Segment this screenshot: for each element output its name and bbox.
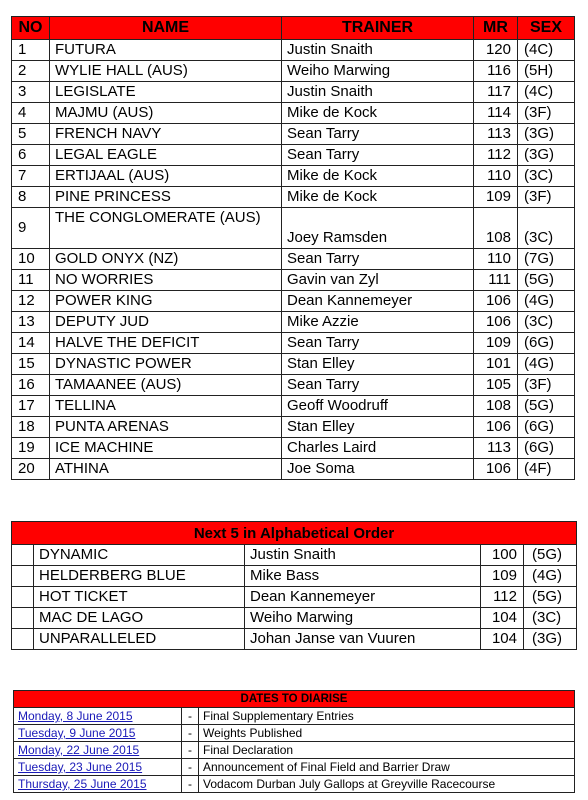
row-mr: 113 xyxy=(474,124,518,145)
row-trainer: Mike de Kock xyxy=(282,187,474,208)
date-link[interactable]: Tuesday, 9 June 2015 xyxy=(18,726,136,740)
table-row xyxy=(12,82,575,103)
date-event: Announcement of Final Field and Barrier Draw xyxy=(199,759,575,776)
header-trainer: TRAINER xyxy=(282,17,474,40)
row-sex: (6G) xyxy=(518,417,575,438)
table-row xyxy=(12,545,577,566)
row-no: 8 xyxy=(12,187,50,208)
row-no: 13 xyxy=(12,312,50,333)
row-mr: 117 xyxy=(474,82,518,103)
row-trainer: Geoff Woodruff xyxy=(282,396,474,417)
next-five-table xyxy=(11,521,577,650)
row-sex: (3C) xyxy=(524,608,577,629)
date-cell xyxy=(14,776,182,793)
field-table-header xyxy=(12,17,575,40)
row-trainer: Sean Tarry xyxy=(282,375,474,396)
table-row xyxy=(14,759,575,776)
row-no: 14 xyxy=(12,333,50,354)
date-event: Final Supplementary Entries xyxy=(199,708,575,725)
row-no: 19 xyxy=(12,438,50,459)
row-trainer: Justin Snaith xyxy=(245,545,481,566)
date-event: Final Declaration xyxy=(199,742,575,759)
date-link[interactable]: Monday, 22 June 2015 xyxy=(18,743,140,757)
row-trainer: Sean Tarry xyxy=(282,124,474,145)
row-horse-name: PUNTA ARENAS xyxy=(50,417,282,438)
row-sex: (3G) xyxy=(524,629,577,650)
row-horse-name: FUTURA xyxy=(50,40,282,61)
row-trainer: Mike de Kock xyxy=(282,103,474,124)
row-mr: 109 xyxy=(474,187,518,208)
table-row xyxy=(12,187,575,208)
row-sex: (5G) xyxy=(524,545,577,566)
row-horse-name: GOLD ONYX (NZ) xyxy=(50,249,282,270)
row-mr: 100 xyxy=(481,545,524,566)
row-mr: 111 xyxy=(474,270,518,291)
table-row xyxy=(12,566,577,587)
row-blank xyxy=(12,587,34,608)
row-mr: 113 xyxy=(474,438,518,459)
row-trainer: Mike de Kock xyxy=(282,166,474,187)
header-name: NAME xyxy=(50,17,282,40)
table-row xyxy=(12,375,575,396)
row-horse-name: FRENCH NAVY xyxy=(50,124,282,145)
row-mr: 108 xyxy=(474,208,518,249)
row-horse-name: DYNAMIC xyxy=(34,545,245,566)
row-sex: (3F) xyxy=(518,103,575,124)
row-horse-name: HALVE THE DEFICIT xyxy=(50,333,282,354)
row-mr: 106 xyxy=(474,459,518,480)
table-row xyxy=(14,708,575,725)
table-row xyxy=(12,103,575,124)
date-separator: - xyxy=(182,742,199,759)
row-no: 15 xyxy=(12,354,50,375)
row-sex: (7G) xyxy=(518,249,575,270)
row-horse-name: PINE PRINCESS xyxy=(50,187,282,208)
row-blank xyxy=(12,545,34,566)
table-row xyxy=(12,40,575,61)
row-trainer: Weiho Marwing xyxy=(282,61,474,82)
table-row xyxy=(12,459,575,480)
date-event: Vodacom Durban July Gallops at Greyville Racecourse xyxy=(199,776,575,793)
dates-title: DATES TO DIARISE xyxy=(14,691,575,708)
row-trainer: Stan Elley xyxy=(282,417,474,438)
row-sex: (4G) xyxy=(518,354,575,375)
row-mr: 112 xyxy=(474,145,518,166)
row-no: 6 xyxy=(12,145,50,166)
table-row xyxy=(12,417,575,438)
row-sex: (5G) xyxy=(518,270,575,291)
row-mr: 116 xyxy=(474,61,518,82)
row-horse-name: UNPARALLELED xyxy=(34,629,245,650)
row-trainer: Justin Snaith xyxy=(282,40,474,61)
row-sex: (4C) xyxy=(518,40,575,61)
date-event: Weights Published xyxy=(199,725,575,742)
row-no: 17 xyxy=(12,396,50,417)
row-horse-name: POWER KING xyxy=(50,291,282,312)
table-row xyxy=(12,608,577,629)
row-trainer: Mike Azzie xyxy=(282,312,474,333)
row-trainer: Joe Soma xyxy=(282,459,474,480)
row-sex: (5H) xyxy=(518,61,575,82)
row-no: 18 xyxy=(12,417,50,438)
date-cell xyxy=(14,759,182,776)
date-link[interactable]: Tuesday, 23 June 2015 xyxy=(18,760,143,774)
row-mr: 120 xyxy=(474,40,518,61)
row-trainer: Sean Tarry xyxy=(282,249,474,270)
table-row xyxy=(14,742,575,759)
row-horse-name: WYLIE HALL (AUS) xyxy=(50,61,282,82)
row-mr: 106 xyxy=(474,417,518,438)
row-no: 5 xyxy=(12,124,50,145)
row-trainer: Weiho Marwing xyxy=(245,608,481,629)
row-sex: (3F) xyxy=(518,187,575,208)
row-mr: 106 xyxy=(474,312,518,333)
row-mr: 104 xyxy=(481,608,524,629)
row-no: 2 xyxy=(12,61,50,82)
row-horse-name: DEPUTY JUD xyxy=(50,312,282,333)
row-sex: (3G) xyxy=(518,124,575,145)
table-row xyxy=(14,776,575,793)
row-no: 20 xyxy=(12,459,50,480)
row-blank xyxy=(12,629,34,650)
table-row xyxy=(14,725,575,742)
row-horse-name: NO WORRIES xyxy=(50,270,282,291)
row-sex: (3G) xyxy=(518,145,575,166)
row-trainer: Johan Janse van Vuuren xyxy=(245,629,481,650)
row-no: 10 xyxy=(12,249,50,270)
row-mr: 101 xyxy=(474,354,518,375)
row-mr: 109 xyxy=(481,566,524,587)
table-row xyxy=(12,208,575,249)
row-trainer: Dean Kannemeyer xyxy=(245,587,481,608)
date-link[interactable]: Monday, 8 June 2015 xyxy=(18,709,133,723)
row-no: 3 xyxy=(12,82,50,103)
row-sex: (5G) xyxy=(518,396,575,417)
table-row xyxy=(12,312,575,333)
row-blank xyxy=(12,608,34,629)
row-sex: (3F) xyxy=(518,375,575,396)
row-no: 9 xyxy=(12,208,50,249)
row-mr: 108 xyxy=(474,396,518,417)
table-row xyxy=(12,587,577,608)
row-horse-name: LEGISLATE xyxy=(50,82,282,103)
table-row xyxy=(12,145,575,166)
table-row xyxy=(12,249,575,270)
table-row xyxy=(12,333,575,354)
table-row xyxy=(12,166,575,187)
row-horse-name: ICE MACHINE xyxy=(50,438,282,459)
date-separator: - xyxy=(182,708,199,725)
row-no: 16 xyxy=(12,375,50,396)
row-trainer: Sean Tarry xyxy=(282,333,474,354)
row-horse-name: LEGAL EAGLE xyxy=(50,145,282,166)
row-horse-name: TELLINA xyxy=(50,396,282,417)
row-mr: 104 xyxy=(481,629,524,650)
row-mr: 105 xyxy=(474,375,518,396)
table-row xyxy=(12,270,575,291)
date-separator: - xyxy=(182,725,199,742)
row-trainer: Mike Bass xyxy=(245,566,481,587)
row-horse-name: ATHINA xyxy=(50,459,282,480)
row-sex: (4G) xyxy=(518,291,575,312)
date-link[interactable]: Thursday, 25 June 2015 xyxy=(18,777,147,791)
row-trainer: Dean Kannemeyer xyxy=(282,291,474,312)
row-horse-name: HOT TICKET xyxy=(34,587,245,608)
row-trainer: Charles Laird xyxy=(282,438,474,459)
row-sex: (4F) xyxy=(518,459,575,480)
row-horse-name: MAJMU (AUS) xyxy=(50,103,282,124)
row-mr: 110 xyxy=(474,166,518,187)
row-blank xyxy=(12,566,34,587)
row-no: 4 xyxy=(12,103,50,124)
table-row xyxy=(12,396,575,417)
row-sex: (3C) xyxy=(518,166,575,187)
row-trainer: Gavin van Zyl xyxy=(282,270,474,291)
table-row xyxy=(12,291,575,312)
row-horse-name: ERTIJAAL (AUS) xyxy=(50,166,282,187)
next-five-title: Next 5 in Alphabetical Order xyxy=(12,522,577,545)
table-row xyxy=(12,124,575,145)
row-mr: 112 xyxy=(481,587,524,608)
date-cell xyxy=(14,742,182,759)
row-horse-name: TAMAANEE (AUS) xyxy=(50,375,282,396)
row-sex: (6G) xyxy=(518,438,575,459)
row-horse-name: THE CONGLOMERATE (AUS) xyxy=(50,208,282,249)
row-horse-name: HELDERBERG BLUE xyxy=(34,566,245,587)
row-sex: (4G) xyxy=(524,566,577,587)
table-row xyxy=(12,629,577,650)
row-trainer: Stan Elley xyxy=(282,354,474,375)
row-sex: (3C) xyxy=(518,312,575,333)
header-sex: SEX xyxy=(518,17,575,40)
header-no: NO xyxy=(12,17,50,40)
row-mr: 110 xyxy=(474,249,518,270)
header-mr: MR xyxy=(474,17,518,40)
row-no: 11 xyxy=(12,270,50,291)
table-row xyxy=(12,354,575,375)
row-no: 12 xyxy=(12,291,50,312)
row-horse-name: MAC DE LAGO xyxy=(34,608,245,629)
row-mr: 114 xyxy=(474,103,518,124)
row-trainer: Justin Snaith xyxy=(282,82,474,103)
date-cell xyxy=(14,708,182,725)
row-mr: 109 xyxy=(474,333,518,354)
row-sex: (5G) xyxy=(524,587,577,608)
date-separator: - xyxy=(182,759,199,776)
row-sex: (4C) xyxy=(518,82,575,103)
row-no: 7 xyxy=(12,166,50,187)
row-trainer: Sean Tarry xyxy=(282,145,474,166)
row-sex: (6G) xyxy=(518,333,575,354)
date-separator: - xyxy=(182,776,199,793)
row-trainer: Joey Ramsden xyxy=(282,208,474,249)
table-row xyxy=(12,438,575,459)
date-cell xyxy=(14,725,182,742)
dates-table xyxy=(13,690,575,793)
table-row xyxy=(12,61,575,82)
field-table xyxy=(11,16,575,480)
row-sex: (3C) xyxy=(518,208,575,249)
row-no: 1 xyxy=(12,40,50,61)
row-horse-name: DYNASTIC POWER xyxy=(50,354,282,375)
row-mr: 106 xyxy=(474,291,518,312)
